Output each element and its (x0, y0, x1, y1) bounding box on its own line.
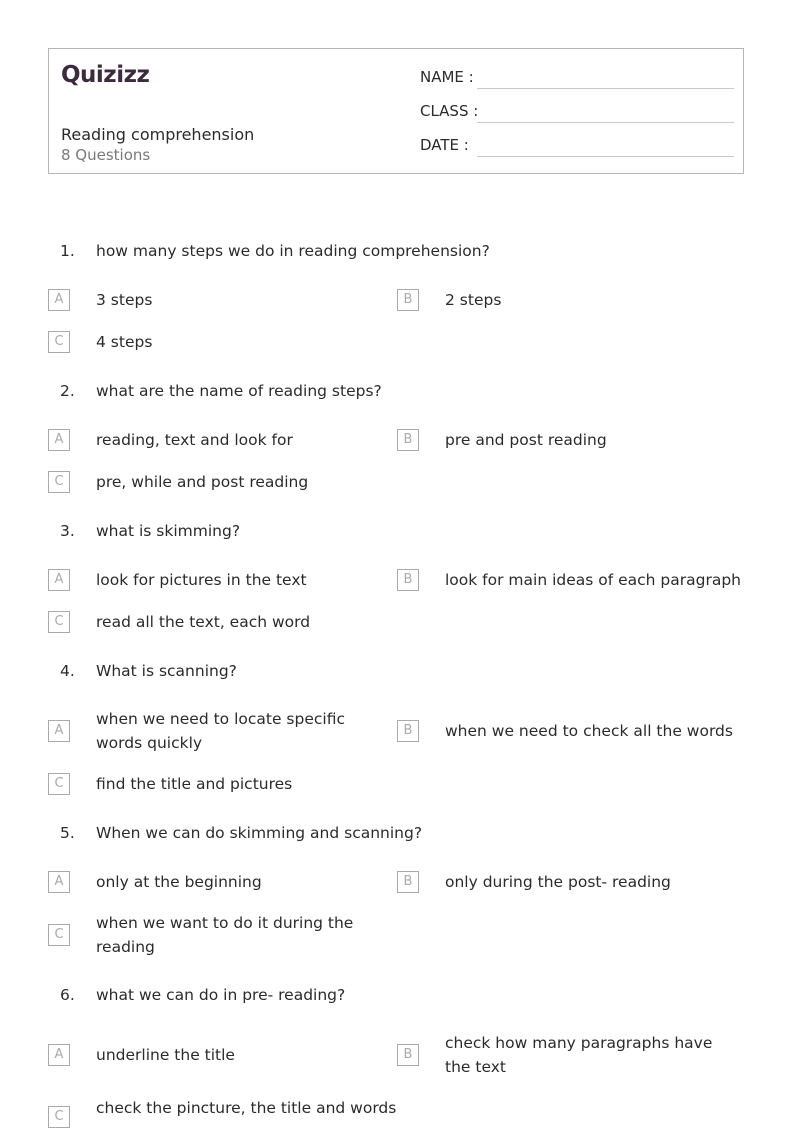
question-number: 3. (60, 522, 75, 540)
option-text: check how many paragraphs have the text (445, 1034, 713, 1076)
option-letter: A (48, 289, 70, 311)
option-letter: B (397, 720, 419, 742)
option-letter: B (397, 289, 419, 311)
option-text: when we need to locate specific words quickly (96, 710, 345, 752)
question-text: how many steps we do in reading comprehension? (96, 242, 490, 260)
question-text: what we can do in pre- reading? (96, 986, 346, 1004)
option-letter: C (48, 773, 70, 795)
option-text: pre and post reading (445, 431, 607, 449)
option-letter: B (397, 1044, 419, 1066)
svg-text:Quizizz: Quizizz (61, 62, 150, 88)
option-letter: C (48, 611, 70, 633)
option-text: when we want to do it during the reading (96, 914, 354, 956)
date-line[interactable] (477, 156, 734, 157)
option-letter: A (48, 871, 70, 893)
question-count: 8 Questions (61, 146, 151, 164)
date-label: DATE : (420, 136, 469, 154)
option-text: read all the text, each word (96, 613, 311, 631)
option-text: look for main ideas of each paragraph (445, 571, 742, 589)
option-letter: C (48, 1106, 70, 1128)
option-text: only during the post- reading (445, 873, 671, 891)
name-line[interactable] (477, 88, 734, 89)
option-letter: A (48, 429, 70, 451)
question-text: what are the name of reading steps? (96, 382, 382, 400)
question-number: 4. (60, 662, 75, 680)
option-letter: A (48, 1044, 70, 1066)
class-field[interactable] (420, 102, 734, 126)
quizizz-logo (61, 59, 153, 89)
option-text: when we need to check all the words (445, 722, 733, 740)
question-number: 2. (60, 382, 75, 400)
option-text: 3 steps (96, 291, 153, 309)
option-text: only at the beginning (96, 873, 262, 891)
option-letter: C (48, 331, 70, 353)
option-text: pre, while and post reading (96, 473, 309, 491)
option-letter: C (48, 924, 70, 946)
question-text: what is skimming? (96, 522, 241, 540)
option-text: check the pincture, the title and words (96, 1099, 397, 1117)
name-label: NAME : (420, 68, 474, 86)
option-text: look for pictures in the text (96, 571, 307, 589)
option-text: reading, text and look for (96, 431, 293, 449)
date-field[interactable] (420, 136, 734, 160)
option-letter: A (48, 569, 70, 591)
question-number: 5. (60, 824, 75, 842)
option-letter: C (48, 471, 70, 493)
class-label: CLASS : (420, 102, 479, 120)
question-text: What is scanning? (96, 662, 237, 680)
class-line[interactable] (477, 122, 734, 123)
name-field[interactable] (420, 68, 734, 92)
option-text: 2 steps (445, 291, 502, 309)
option-letter: B (397, 871, 419, 893)
worksheet-header (48, 48, 744, 174)
option-text: underline the title (96, 1046, 235, 1064)
option-letter: B (397, 569, 419, 591)
question-text: When we can do skimming and scanning? (96, 824, 423, 842)
option-letter: A (48, 720, 70, 742)
worksheet-title: Reading comprehension (61, 125, 255, 144)
option-letter: B (397, 429, 419, 451)
question-number: 6. (60, 986, 75, 1004)
question-number: 1. (60, 242, 75, 260)
option-text: find the title and pictures (96, 775, 293, 793)
option-text: 4 steps (96, 333, 153, 351)
